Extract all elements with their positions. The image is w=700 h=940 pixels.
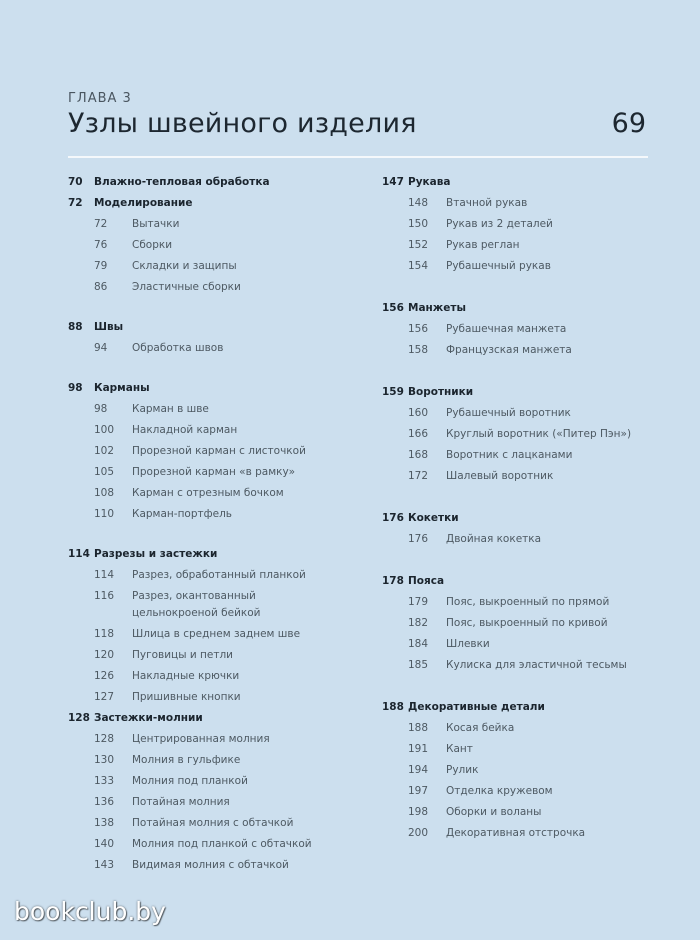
- entry-title: Прорезной карман с листочкой: [132, 445, 306, 457]
- entry-page: 127: [94, 691, 115, 703]
- section-gap: [68, 359, 358, 378]
- section-gap: [382, 361, 652, 382]
- entry-page: 72: [94, 218, 108, 230]
- entry-title: Потайная молния с обтачкой: [132, 817, 294, 829]
- toc-section: [382, 172, 652, 193]
- entry-page: 168: [408, 449, 429, 461]
- entry-title: Отделка кружевом: [446, 785, 553, 797]
- toc-entry: [68, 214, 358, 235]
- section-page: 98: [68, 382, 83, 394]
- entry-page: 94: [94, 342, 108, 354]
- toc-entry: [68, 771, 358, 792]
- entry-title: Рубашечная манжета: [446, 323, 567, 335]
- section-title: Швы: [94, 321, 124, 333]
- toc-entry: [68, 462, 358, 483]
- entry-page: 110: [94, 508, 115, 520]
- entry-page: 179: [408, 596, 429, 608]
- toc-entry: [382, 739, 652, 760]
- entry-title: Обработка швов: [132, 342, 224, 354]
- toc-entry: [382, 823, 652, 844]
- toc-entry: [382, 760, 652, 781]
- entry-page: 166: [408, 428, 429, 440]
- toc-entry: [68, 441, 358, 462]
- entry-title: Воротник с лацканами: [446, 449, 573, 461]
- entry-page: 105: [94, 466, 115, 478]
- entry-title: Шалевый воротник: [446, 470, 554, 482]
- toc-right-column: [382, 172, 652, 844]
- entry-title: Кант: [446, 743, 473, 755]
- entry-title: Пояс, выкроенный по прямой: [446, 596, 610, 608]
- section-gap: [68, 525, 358, 544]
- toc-left-column: [68, 172, 358, 876]
- section-page: 178: [382, 575, 404, 587]
- entry-title: Оборки и воланы: [446, 806, 542, 818]
- entry-title: Молния в гульфике: [132, 754, 241, 766]
- toc-entry: [68, 586, 358, 624]
- entry-title: Накладной карман: [132, 424, 238, 436]
- section-page: 72: [68, 197, 83, 209]
- entry-title: Карман с отрезным бочком: [132, 487, 284, 499]
- toc-entry: [68, 834, 358, 855]
- entry-page: 100: [94, 424, 115, 436]
- toc-entry: [382, 256, 652, 277]
- header-divider: [68, 156, 648, 158]
- toc-entry: [382, 592, 652, 613]
- toc-section: [382, 382, 652, 403]
- entry-page: 98: [94, 403, 108, 415]
- entry-title: Шлевки: [446, 638, 490, 650]
- entry-title: Декоративная отстрочка: [446, 827, 586, 839]
- entry-title: Молния под планкой с обтачкой: [132, 838, 312, 850]
- toc-entry: [382, 613, 652, 634]
- entry-title: Втачной рукав: [446, 197, 528, 209]
- entry-title: Рубашечный рукав: [446, 260, 551, 272]
- entry-title: Прорезной карман «в рамку»: [132, 466, 296, 478]
- toc-entry: [68, 666, 358, 687]
- entry-title-line: Разрез, окантованный: [132, 590, 256, 602]
- entry-page: 158: [408, 344, 429, 356]
- toc-section: [382, 298, 652, 319]
- entry-page: 108: [94, 487, 115, 499]
- entry-title: Кулиска для эластичной тесьмы: [446, 659, 627, 671]
- entry-page: 133: [94, 775, 115, 787]
- section-page: 70: [68, 176, 83, 188]
- entry-page: 76: [94, 239, 108, 251]
- section-page: 176: [382, 512, 404, 524]
- section-gap: [382, 277, 652, 298]
- page-number: 69: [611, 108, 646, 139]
- entry-title: Эластичные сборки: [132, 281, 241, 293]
- entry-page: 86: [94, 281, 108, 293]
- entry-page: 152: [408, 239, 429, 251]
- entry-page: 182: [408, 617, 429, 629]
- toc-entry: [68, 729, 358, 750]
- entry-title: Видимая молния с обтачкой: [132, 859, 289, 871]
- toc-entry: [382, 634, 652, 655]
- toc-entry: [68, 504, 358, 525]
- entry-page: 126: [94, 670, 115, 682]
- toc-entry: [382, 466, 652, 487]
- entry-title: Косая бейка: [446, 722, 515, 734]
- section-title: Воротники: [408, 386, 474, 398]
- entry-page: 116: [94, 590, 115, 602]
- entry-title: Вытачки: [132, 218, 180, 230]
- entry-page: 184: [408, 638, 429, 650]
- entry-page: 154: [408, 260, 429, 272]
- section-gap: [68, 298, 358, 317]
- toc-entry: [68, 399, 358, 420]
- entry-title: Французская манжета: [446, 344, 572, 356]
- entry-title: Двойная кокетка: [446, 533, 542, 545]
- toc-entry: [382, 403, 652, 424]
- toc-entry: [68, 483, 358, 504]
- toc-entry: [68, 256, 358, 277]
- entry-page: 150: [408, 218, 429, 230]
- section-page: 88: [68, 321, 83, 333]
- page-title: Узлы швейного изделия: [68, 108, 417, 139]
- entry-title: Пришивные кнопки: [132, 691, 241, 703]
- entry-page: 194: [408, 764, 429, 776]
- entry-page: 191: [408, 743, 429, 755]
- section-title: Застежки-молнии: [94, 712, 203, 724]
- entry-page: 120: [94, 649, 115, 661]
- chapter-label: ГЛАВА 3: [68, 91, 132, 106]
- toc-entry: [68, 855, 358, 876]
- section-title: Разрезы и застежки: [94, 548, 218, 560]
- section-title: Моделирование: [94, 197, 193, 209]
- entry-title: Сборки: [132, 239, 173, 251]
- toc-entry: [68, 645, 358, 666]
- entry-title: Круглый воротник («Питер Пэн»): [446, 428, 632, 440]
- toc-section: [68, 193, 358, 214]
- entry-page: 200: [408, 827, 429, 839]
- section-title: Рукава: [408, 176, 451, 188]
- section-title: Карманы: [94, 382, 150, 394]
- entry-page: 138: [94, 817, 115, 829]
- toc-entry: [68, 687, 358, 708]
- toc-entry: [382, 655, 652, 676]
- entry-page: 118: [94, 628, 115, 640]
- entry-page: 160: [408, 407, 429, 419]
- toc-entry: [68, 277, 358, 298]
- section-title: Пояса: [408, 575, 445, 587]
- section-title: Влажно-тепловая обработка: [94, 176, 270, 188]
- entry-title: Разрез, обработанный планкой: [132, 569, 306, 581]
- toc-entry: [382, 424, 652, 445]
- toc-section: [382, 571, 652, 592]
- entry-page: 188: [408, 722, 429, 734]
- entry-page: 156: [408, 323, 429, 335]
- entry-title: Накладные крючки: [132, 670, 240, 682]
- toc-entry: [68, 235, 358, 256]
- entry-title: Шлица в среднем заднем шве: [132, 628, 301, 640]
- toc-entry: [382, 781, 652, 802]
- section-page: 128: [68, 712, 90, 724]
- toc-entry: [382, 214, 652, 235]
- entry-page: 197: [408, 785, 429, 797]
- section-title: Кокетки: [408, 512, 459, 524]
- entry-page: 143: [94, 859, 115, 871]
- section-title: Декоративные детали: [408, 701, 545, 713]
- entry-title: Молния под планкой: [132, 775, 248, 787]
- toc-entry: [382, 802, 652, 823]
- toc-entry: [382, 235, 652, 256]
- entry-title: Карман в шве: [132, 403, 209, 415]
- entry-title: [132, 588, 261, 624]
- section-page: 147: [382, 176, 404, 188]
- entry-title: Рукав реглан: [446, 239, 520, 251]
- section-title: Манжеты: [408, 302, 466, 314]
- toc-entry: [382, 445, 652, 466]
- entry-page: 102: [94, 445, 115, 457]
- entry-page: 136: [94, 796, 115, 808]
- entry-title-line: цельнокроеной бейкой: [132, 607, 261, 619]
- entry-title: Рубашечный воротник: [446, 407, 571, 419]
- toc-section: [68, 172, 358, 193]
- toc-entry: [68, 750, 358, 771]
- entry-title: Рукав из 2 деталей: [446, 218, 553, 230]
- toc-entry: [382, 718, 652, 739]
- toc-entry: [382, 319, 652, 340]
- site-watermark: bookclub.by: [14, 897, 166, 926]
- entry-page: 128: [94, 733, 115, 745]
- section-gap: [382, 676, 652, 697]
- section-page: 188: [382, 701, 404, 713]
- section-gap: [382, 550, 652, 571]
- toc-section: [382, 508, 652, 529]
- section-page: 156: [382, 302, 404, 314]
- toc-entry: [382, 529, 652, 550]
- toc-entry: [68, 565, 358, 586]
- entry-title: Потайная молния: [132, 796, 230, 808]
- toc-section: [68, 378, 358, 399]
- entry-page: 79: [94, 260, 108, 272]
- toc-entry: [382, 193, 652, 214]
- toc-entry: [382, 340, 652, 361]
- entry-page: 148: [408, 197, 429, 209]
- entry-title: Центрированная молния: [132, 733, 270, 745]
- entry-page: 176: [408, 533, 429, 545]
- toc-entry: [68, 420, 358, 441]
- toc-section: [382, 697, 652, 718]
- entry-title: Рулик: [446, 764, 479, 776]
- entry-title: Пуговицы и петли: [132, 649, 233, 661]
- section-page: 114: [68, 548, 90, 560]
- section-gap: [382, 487, 652, 508]
- toc-entry: [68, 813, 358, 834]
- toc-section: [68, 708, 358, 729]
- toc-section: [68, 544, 358, 565]
- entry-page: 172: [408, 470, 429, 482]
- toc-section: [68, 317, 358, 338]
- section-page: 159: [382, 386, 404, 398]
- toc-entry: [68, 792, 358, 813]
- entry-title: Складки и защипы: [132, 260, 237, 272]
- entry-page: 114: [94, 569, 115, 581]
- entry-title: Карман-портфель: [132, 508, 232, 520]
- toc-entry: [68, 624, 358, 645]
- entry-title: Пояс, выкроенный по кривой: [446, 617, 608, 629]
- entry-page: 140: [94, 838, 115, 850]
- entry-page: 198: [408, 806, 429, 818]
- entry-page: 130: [94, 754, 115, 766]
- toc-entry: [68, 338, 358, 359]
- entry-page: 185: [408, 659, 429, 671]
